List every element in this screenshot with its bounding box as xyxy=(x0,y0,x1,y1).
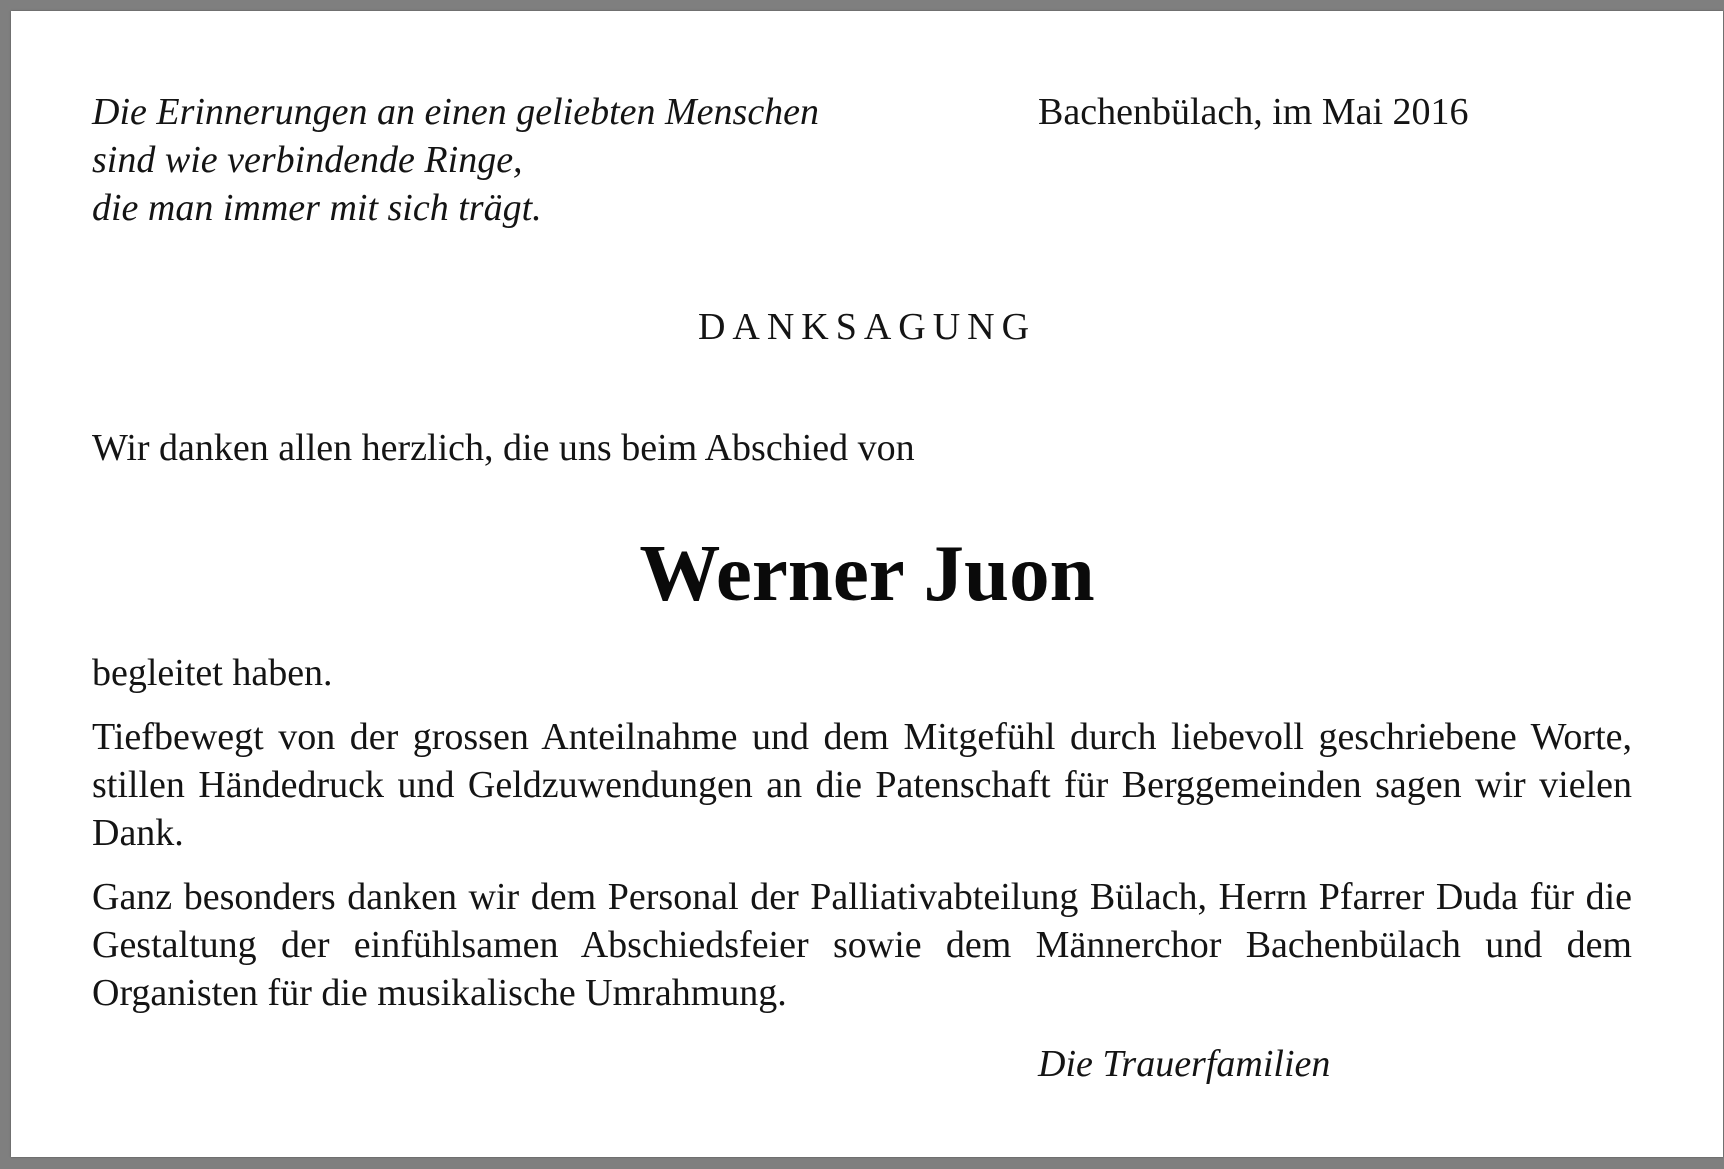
memorial-quote xyxy=(92,88,819,232)
body-paragraph: Ganz besonders danken wir dem Personal der Palliativabteilung Bülach, Herrn Pfarrer Duda für die Gestaltung der einfühlsamen Abschiedsfeier sowie dem Männerchor Bachenbülach und dem Organisten für die musikalische Umrahmung. xyxy=(92,876,1632,1014)
quote-line: Die Erinnerungen an einen geliebten Menschen xyxy=(92,91,820,133)
body-paragraph: Tiefbewegt von der grossen Anteilnahme und dem Mitgefühl durch liebevoll geschriebene Worte, stillen Händedruck und Geldzuwendungen an die Patenschaft für Berggemeinden sagen wir vielen Dank. xyxy=(92,716,1632,854)
body-paragraph: begleitet haben. xyxy=(92,652,333,694)
page-title: DANKSAGUNG xyxy=(697,306,1037,348)
deceased-name: Werner Juon xyxy=(639,528,1095,618)
obituary-page xyxy=(11,11,1723,1157)
intro-text: Wir danken allen herzlich, die uns beim Abschied von xyxy=(92,427,915,469)
quote-line: die man immer mit sich trägt. xyxy=(92,187,542,229)
signature-line: Die Trauerfamilien xyxy=(1038,1043,1331,1085)
place-date: Bachenbülach, im Mai 2016 xyxy=(1038,91,1469,133)
quote-line: sind wie verbindende Ringe, xyxy=(92,139,523,181)
